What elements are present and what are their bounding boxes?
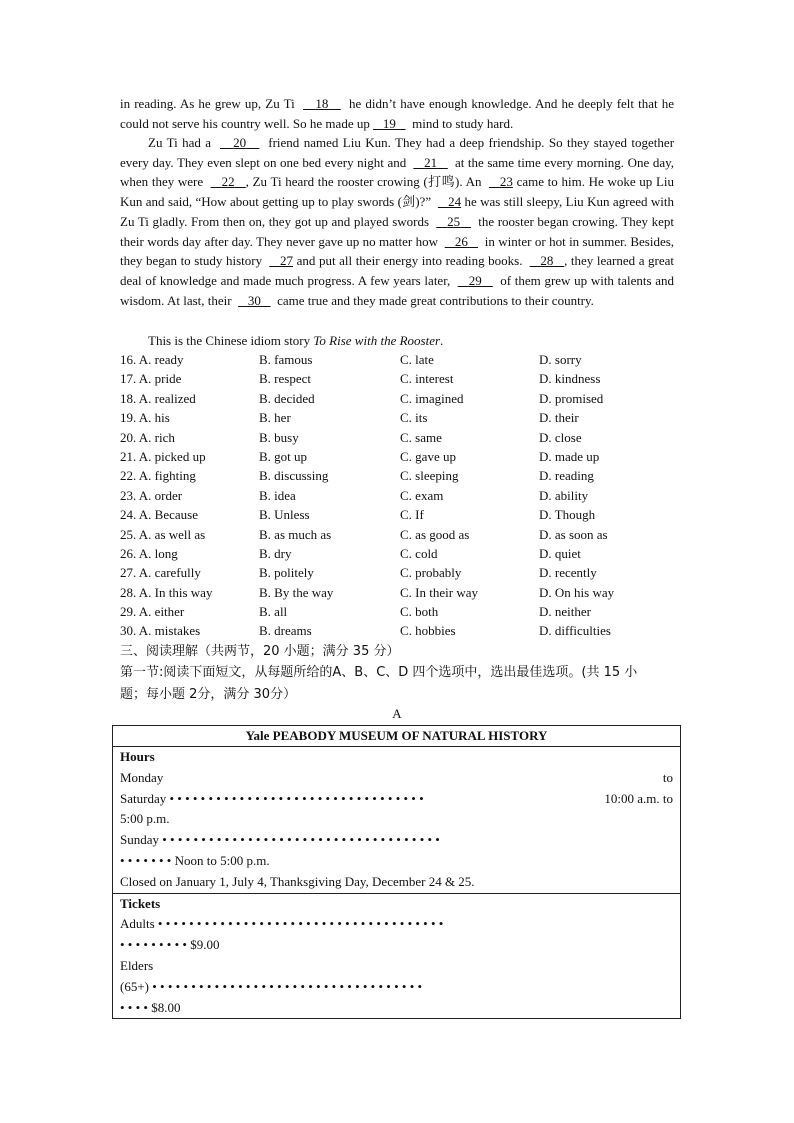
saturday-row-cont: 5:00 p.m.: [120, 811, 170, 827]
option-d: D. kindness: [539, 371, 601, 387]
option-c: C. late: [400, 352, 434, 367]
option-a: 27. A. carefully: [120, 565, 201, 581]
option-a: 18. A. realized: [120, 390, 196, 406]
option-b: B. idea: [259, 487, 296, 503]
sunday-row-cont: • • • • • • • Noon to 5:00 p.m.: [120, 852, 270, 868]
option-d: D. On his way: [539, 584, 615, 600]
section-instruction-line-1: 第一节:阅读下面短文，从每题所给的A、B、C、D 四个选项中，选出最佳选项。(共 15 小: [120, 665, 638, 680]
option-c: C. both: [400, 604, 439, 620]
option-d: D. sorry: [539, 352, 582, 367]
option-c: C. In their way: [400, 584, 478, 600]
option-c: C. hobbies: [400, 623, 456, 639]
option-b: B. got up: [259, 448, 308, 464]
option-b: B. all: [259, 604, 288, 620]
option-c: C. If: [400, 507, 424, 523]
option-d: D. Though: [539, 507, 596, 523]
option-a: 29. A. either: [120, 604, 185, 620]
section-instruction-line-2: 题；每小题 2分，满分 30分）: [120, 687, 297, 702]
option-d: D. difficulties: [539, 623, 611, 639]
option-row: [120, 466, 680, 485]
tickets-heading: Tickets: [120, 895, 161, 911]
option-b: B. discussing: [259, 468, 329, 484]
option-c: C. interest: [400, 371, 454, 387]
option-a: 22. A. fighting: [120, 468, 196, 484]
option-a: 16. A. ready: [120, 352, 184, 367]
option-b: B. busy: [259, 429, 299, 445]
option-c: C. exam: [400, 487, 444, 503]
option-c: C. probably: [400, 565, 462, 581]
adults-row: Adults • • • • • • • • • • • • • • • • • • • • • • • • • • • • • • • • • • • • •: [120, 916, 444, 932]
option-row: [120, 583, 680, 602]
option-row: [120, 350, 680, 369]
option-b: B. Unless: [259, 507, 310, 523]
option-row: [120, 389, 680, 408]
option-c: C. sleeping: [400, 468, 459, 484]
saturday-row: Saturday • • • • • • • • • • • • • • • • • • • • • • • • • • • • • • • • • 10:00 a.m. to: [120, 790, 673, 806]
closed-note: Closed on January 1, July 4, Thanksgiving Day, December 24 & 25.: [120, 873, 475, 889]
blank-29: 29: [468, 272, 482, 288]
option-d: D. quiet: [539, 545, 581, 561]
blank-18: 18: [315, 96, 329, 111]
option-row: [120, 544, 680, 563]
option-d: D. ability: [539, 487, 589, 503]
blank-20: 20: [233, 135, 247, 150]
option-d: D. recently: [539, 565, 597, 581]
museum-title: Yale PEABODY MUSEUM OF NATURAL HISTORY: [113, 726, 681, 747]
option-row: [120, 621, 680, 640]
blank-24: 24: [448, 194, 462, 210]
blank-25: 25: [447, 213, 461, 229]
blank-21: 21: [424, 154, 438, 170]
option-b: B. dreams: [259, 623, 312, 639]
idiom-title: To Rise with the Rooster: [313, 333, 441, 348]
option-a: 28. A. In this way: [120, 584, 213, 600]
elders-age-row: (65+) • • • • • • • • • • • • • • • • • • • • • • • • • • • • • • • • • • •: [120, 978, 423, 994]
option-d: D. their: [539, 410, 579, 426]
option-c: C. gave up: [400, 448, 456, 464]
option-a: 17. A. pride: [120, 371, 182, 387]
elders-row-cont: • • • • $8.00: [120, 999, 181, 1015]
elders-row: Elders: [120, 957, 154, 973]
sunday-row: Sunday • • • • • • • • • • • • • • • • • • • • • • • • • • • • • • • • • • • •: [120, 832, 440, 848]
blank-19: 19: [382, 115, 396, 131]
museum-info-table: [112, 725, 681, 1019]
option-c: C. its: [400, 410, 428, 426]
section-heading: 三、阅读理解（共两节，20 小题；满分 35 分）: [120, 644, 400, 659]
blank-23: 23: [499, 174, 513, 190]
option-row: [120, 408, 680, 427]
cloze-options: [120, 350, 680, 641]
blank-26: 26: [454, 233, 468, 249]
option-row: [120, 525, 680, 544]
option-b: B. dry: [259, 545, 292, 561]
option-d: D. reading: [539, 468, 594, 484]
hours-cell: [113, 747, 681, 894]
option-d: D. promised: [539, 390, 604, 406]
tickets-cell: [113, 893, 681, 1019]
option-row: [120, 563, 680, 582]
monday-row: Monday to: [120, 769, 673, 785]
option-c: C. cold: [400, 545, 438, 561]
blank-22: 22: [221, 174, 235, 190]
option-row: [120, 369, 680, 388]
option-row: [120, 447, 680, 466]
option-b: B. as much as: [259, 526, 332, 542]
option-b: B. famous: [259, 352, 313, 367]
option-row: [120, 486, 680, 505]
option-c: C. same: [400, 429, 442, 445]
blank-30: 30: [247, 292, 261, 308]
idiom-line: This is the Chinese idiom story To Rise with the Rooster.: [148, 333, 444, 348]
option-row: [120, 602, 680, 621]
blank-28: 28: [540, 253, 554, 269]
option-b: B. her: [259, 410, 291, 426]
option-a: 26. A. long: [120, 545, 178, 561]
blank-27: 27: [280, 253, 294, 269]
passage-paragraph-2: Zu Ti had a 20 friend named Liu Kun. They had a deep friendship. So they stayed together every day. They even slept on one bed every night and 21 at the same time every morning. One day, when they were 22 , Zu Ti heard the rooster crowing (打鸣). An 23 came to him. He woke up Liu Kun and said, “How about getting up to play swords (剑)?” 24 he was still sleepy, Liu Kun agreed with Zu Ti gladly. From then on, they got up and played swords 25 the rooster began crowing. They kept their words day after day. They never gave up no matter how 26 in winter or hot in summer. Besides, they began to study history 27 and put all their energy into reading books. 28 , they learned a great deal of knowledge and made much progress. A few years later, 29 of them grew up with talents and wisdom. At last, their 30 came true and they made great contributions to their country.: [120, 135, 675, 308]
option-row: [120, 428, 680, 447]
option-d: D. made up: [539, 448, 600, 464]
passage-label: A: [392, 706, 402, 721]
option-b: B. By the way: [259, 584, 334, 600]
option-a: 21. A. picked up: [120, 448, 206, 464]
option-a: 20. A. rich: [120, 429, 175, 445]
adults-row-cont: • • • • • • • • • $9.00: [120, 937, 220, 953]
option-d: D. neither: [539, 604, 591, 620]
option-a: 25. A. as well as: [120, 526, 206, 542]
option-a: 24. A. Because: [120, 507, 198, 523]
option-a: 23. A. order: [120, 487, 183, 503]
option-d: D. close: [539, 429, 582, 445]
option-a: 30. A. mistakes: [120, 623, 201, 639]
option-c: C. imagined: [400, 390, 464, 406]
option-b: B. respect: [259, 371, 311, 387]
option-d: D. as soon as: [539, 526, 608, 542]
option-c: C. as good as: [400, 526, 470, 542]
option-row: [120, 505, 680, 524]
option-b: B. politely: [259, 565, 314, 581]
option-a: 19. A. his: [120, 410, 170, 426]
option-b: B. decided: [259, 390, 315, 406]
hours-heading: Hours: [120, 749, 155, 764]
passage-paragraph-1: in reading. As he grew up, Zu Ti 18 he didn’t have enough knowledge. And he deeply felt that he could not serve his country well. So he made up 19 mind to study hard.: [120, 96, 675, 131]
